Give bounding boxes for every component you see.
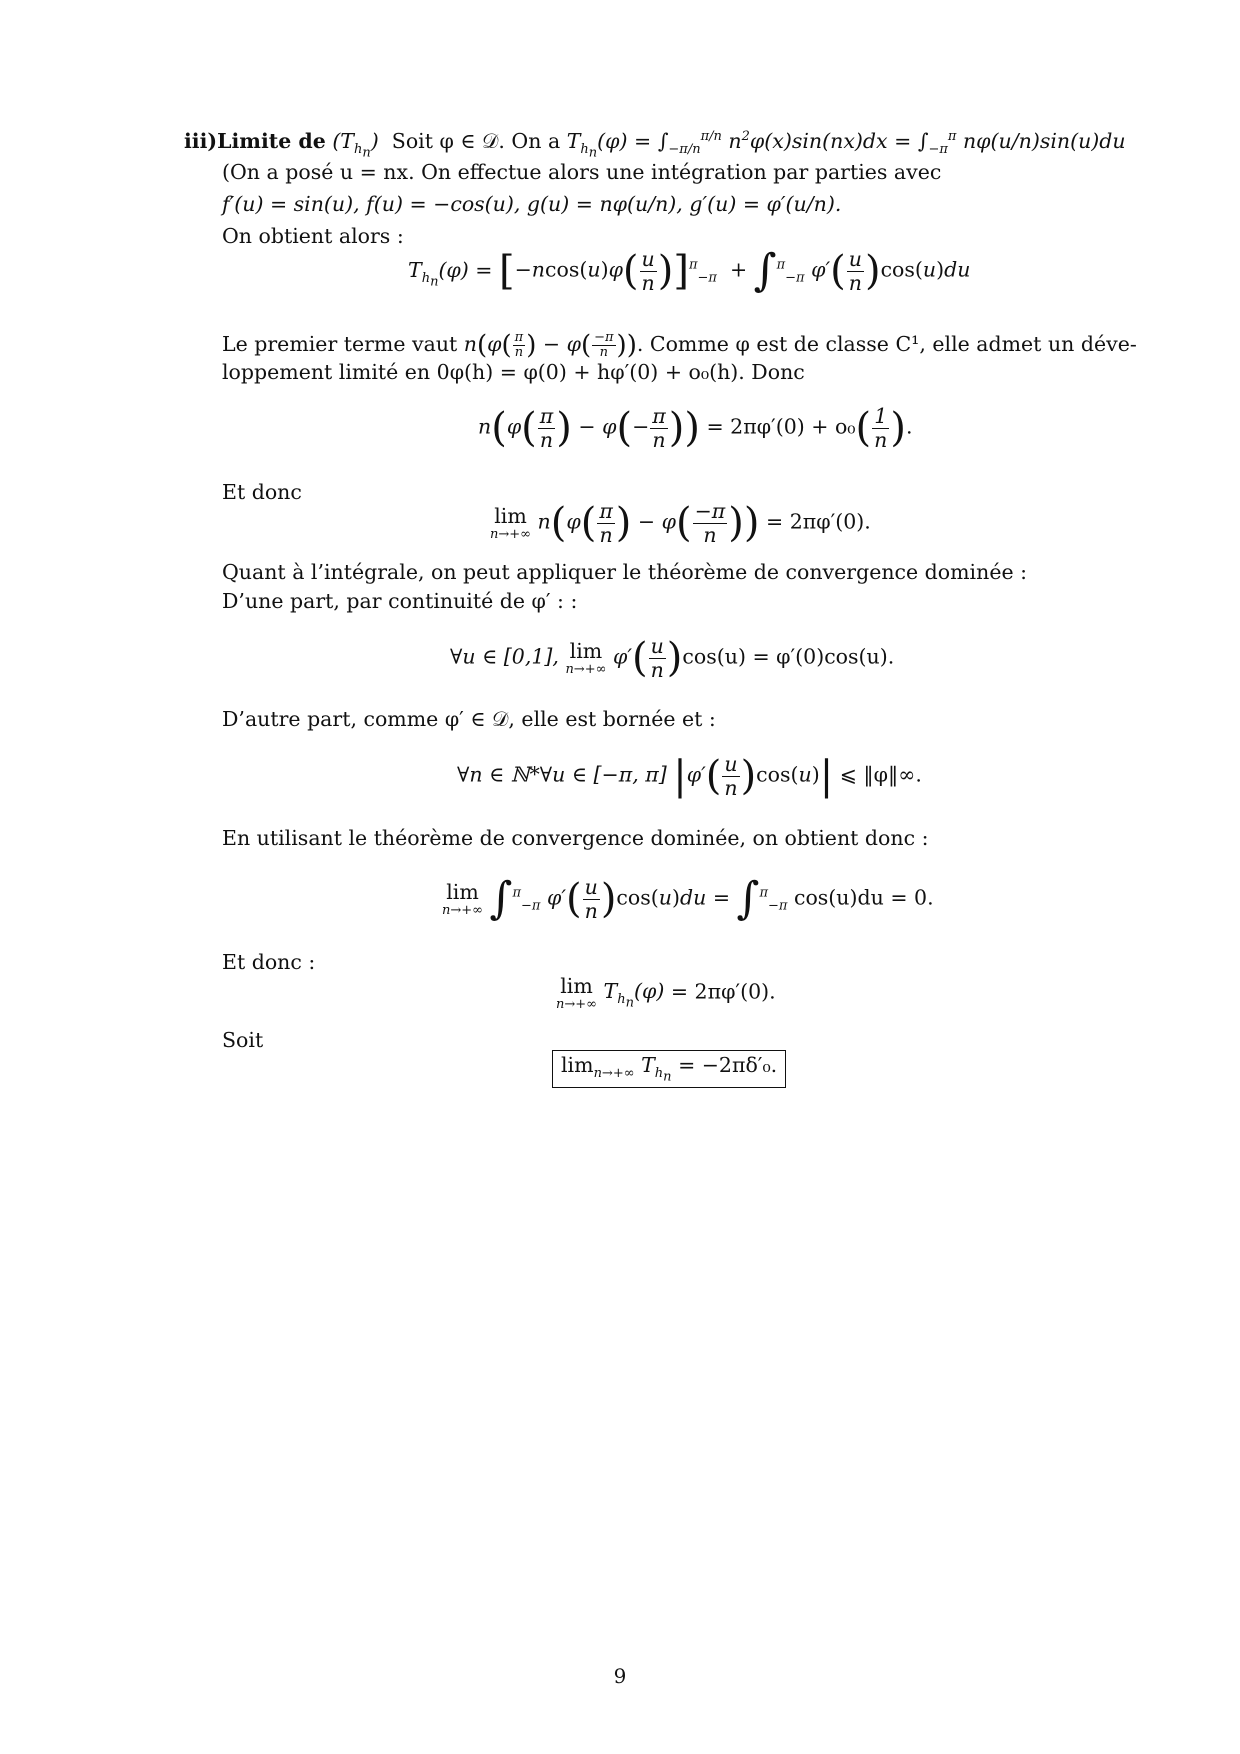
et-donc2-text: Et donc : — [222, 950, 316, 974]
section-label: iii) — [184, 128, 218, 153]
dautre-part-text: D’autre part, comme φ′ ∈ 𝒟, elle est bornée et : — [222, 707, 716, 731]
eq-cont-label: ∀u ∈ [0,1], — [450, 644, 559, 669]
dl-text: loppement limité en 0φ(h) = φ(0) + hφ′(0) + o₀(h). Donc — [222, 360, 805, 384]
et-donc-text: Et donc — [222, 480, 302, 504]
eq-lim-rhs: = 2πφ′(0). — [766, 509, 871, 534]
eq-bound-rhs: ⩽ ‖φ‖∞. — [839, 762, 922, 787]
on-pose-text: (On a posé u = nx. On effectue alors une intégration par parties avec — [222, 160, 942, 184]
boxed-lim: lim — [561, 1053, 594, 1077]
premier-terme-line: Le premier terme vaut n(φ( $\frac{\pi}{n}$ ) − φ( $\frac{-\pi}{n}$ )). Comme φ est de classe C¹, elle admet un déve- — [222, 329, 1137, 361]
boxed-result: $\lim_{n\to+\infty} T_{h_n} = -2\pi\delta'_0$. — [552, 1050, 786, 1088]
eq-cont-rhs: cos(u) = φ′(0)cos(u). — [682, 644, 895, 669]
eq-dl-rhs: = 2πφ′(0) + o₀ — [706, 414, 856, 439]
eq-bound-label: ∀n ∈ ℕ*∀u ∈ [−π, π] — [457, 762, 667, 787]
boxed-rhs: = −2πδ′₀. — [678, 1053, 778, 1077]
equation-final: lim n→+∞ $T_{h_n}(\varphi) = 2\pi\varphi'(0)$. — [556, 974, 776, 1012]
boxed-sub: n→+∞ — [593, 1066, 635, 1082]
en-utilisant-text: En utilisant le théorème de convergence dominée, on obtient donc : — [222, 826, 929, 850]
eq-final-rhs: = 2πφ′(0). — [670, 979, 776, 1004]
premier-terme-text: Le premier terme vaut — [222, 332, 458, 356]
section-heading-line: iii)Limite de $(T_{h_n})$ Soit φ ∈ 𝒟. On a $T_{h_n}(\varphi) = \int_{-\pi/n}^{\pi/n}$ $n^2\varphi(x)\sin(nx)dx = \int_{-\pi}^\pi$ nφ(u/n)sin(u)du — [184, 128, 1126, 161]
comme-text: . Comme φ est de classe C¹, elle admet un déve- — [636, 332, 1137, 356]
equation-lim: lim n→+∞ n(φ( $\frac{\pi}{n}$ ) − φ( $\frac{-\pi}{n}$ )) = 2πφ′(0). — [490, 499, 871, 547]
section-title: Limite de — [217, 128, 326, 153]
equation-bound: ∀n ∈ ℕ*∀u ∈ [−π, π] |φ′( $\frac{u}{n}$ )cos(u)| ⩽ ‖φ‖∞. — [457, 752, 922, 800]
equation-ipp: $T_{h_n}(\varphi) = [-ncos(u)\varphi$( $\frac{u}{n}$ )]$^\pi_{-\pi}$ + ∫$^\pi_{-\pi}$ φ′( $\frac{u}{n}$ )cos(u)du — [408, 245, 971, 297]
equation-dominated: lim n→+∞ ∫$^\pi_{-\pi}$ φ′( $\frac{u}{n}$ )cos(u)du = ∫$^\pi_{-\pi}$ cos(u)du = 0. — [442, 873, 934, 925]
obtient-text: On obtient alors : — [222, 224, 404, 248]
parts-text: f′(u) = sin(u), f(u) = −cos(u), g(u) = nφ(u/n), g′(u) = φ′(u/n). — [222, 192, 842, 216]
equation-continuity: ∀u ∈ [0,1], lim n→+∞ φ′( $\frac{u}{n}$ )cos(u) = φ′(0)cos(u). — [450, 634, 895, 682]
page-number: 9 — [613, 1664, 627, 1688]
intro-text: Soit φ ∈ 𝒟. On a — [391, 128, 561, 153]
quant-text: Quant à l’intégrale, on peut appliquer le théorème de convergence dominée : — [222, 560, 1028, 584]
equation-dl: n(φ( $\frac{\pi}{n}$ ) − φ(− $\frac{\pi}{n}$ )) = 2πφ′(0) + o₀( $\frac{1}{n}$ ). — [478, 404, 913, 452]
eq-dom-rhs: cos(u)du = 0. — [793, 885, 934, 910]
dune-part-text: D’une part, par continuité de φ′ : : — [222, 589, 578, 613]
soit-text: Soit — [222, 1028, 264, 1052]
